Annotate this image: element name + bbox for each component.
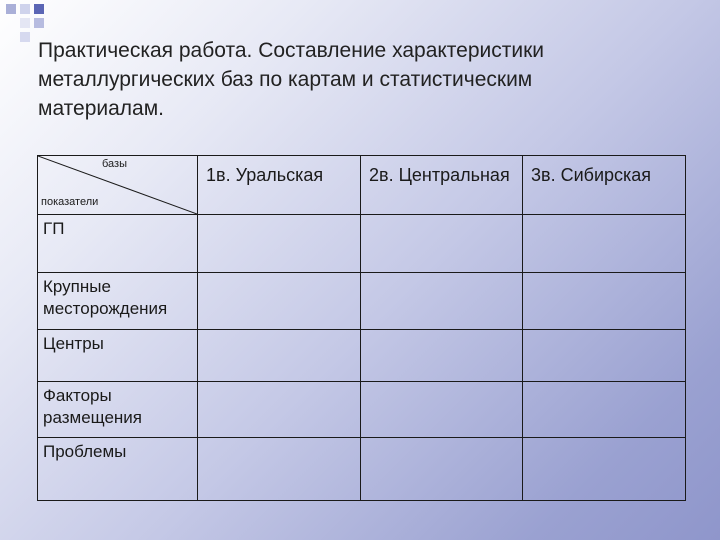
row-label-deposits: Крупные месторождения [38, 273, 198, 330]
table-row [38, 382, 686, 438]
corner-header-cell [38, 156, 198, 215]
slide-title: Практическая работа. Составление характеристики металлургических баз по картам и статистическим материалам. [38, 39, 545, 120]
table-row [38, 438, 686, 501]
column-header-siberian: 3в. Сибирская [523, 156, 686, 215]
column-header-ural: 1в. Уральская [198, 156, 361, 215]
row-label-problems: Проблемы [38, 438, 198, 501]
table-cell [523, 330, 686, 382]
table-cell [361, 382, 523, 438]
table-cell [523, 438, 686, 501]
table-cell [361, 438, 523, 501]
table-row [38, 215, 686, 273]
table-cell [361, 273, 523, 330]
table-cell [361, 330, 523, 382]
table-row [38, 273, 686, 330]
table-cell [523, 215, 686, 273]
corner-bases-label: базы [102, 158, 127, 170]
column-header-central: 2в. Центральная [361, 156, 523, 215]
table-row [38, 330, 686, 382]
table-cell [523, 382, 686, 438]
table-cell [198, 330, 361, 382]
table-cell [198, 273, 361, 330]
table-cell [198, 382, 361, 438]
corner-indicators-label: показатели [41, 196, 99, 208]
row-label-centers: Центры [38, 330, 198, 382]
metallurgy-bases-table [37, 155, 686, 501]
row-label-factors: Факторы размещения [38, 382, 198, 438]
row-label-gp: ГП [38, 215, 198, 273]
table-cell [198, 215, 361, 273]
table-header-row [38, 156, 686, 215]
table-cell [523, 273, 686, 330]
table-cell [361, 215, 523, 273]
table-cell [198, 438, 361, 501]
